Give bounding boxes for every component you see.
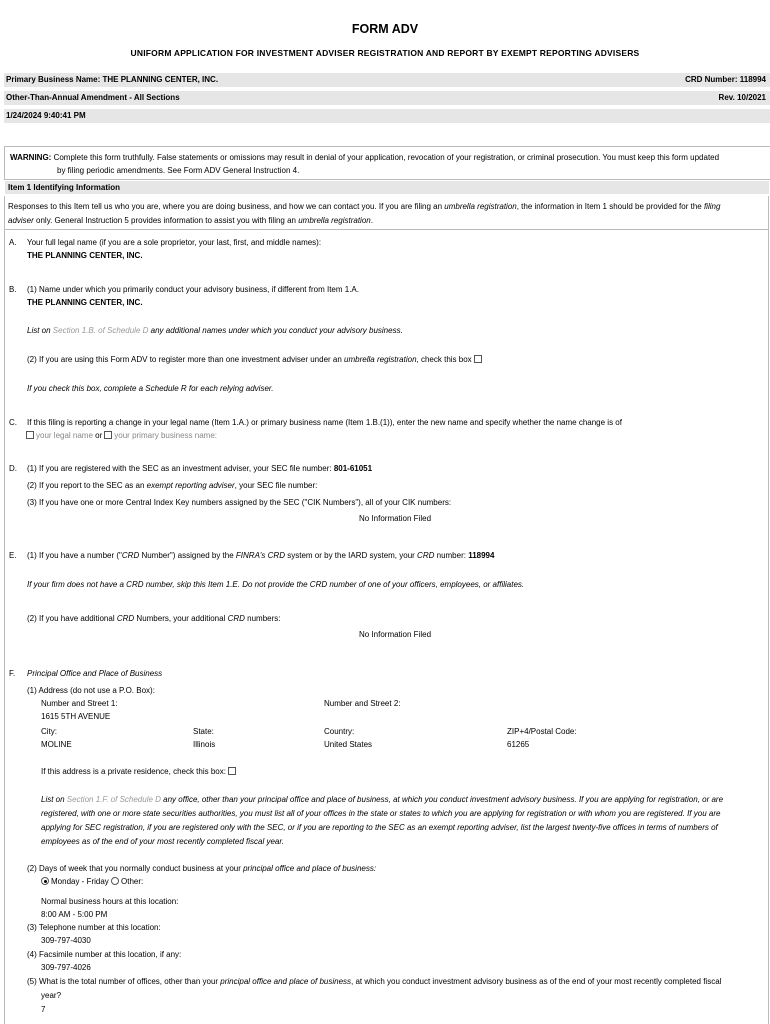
business-name-change-checkbox[interactable] — [104, 431, 112, 439]
city-value: MOLINE — [41, 740, 72, 749]
timestamp: 1/24/2024 9:40:41 PM — [6, 111, 86, 120]
divider — [4, 229, 769, 230]
item-e-note: If your firm does not have a CRD number, skip this Item 1.E. Do not provide the CRD number of one of your officers, employees, or affiliates. — [27, 580, 525, 589]
item1-heading: Item 1 Identifying Information — [5, 181, 769, 194]
item-f-q3: (3) Telephone number at this location: — [27, 923, 161, 932]
item-e-q2: (2) If you have additional CRD Numbers, your additional CRD numbers: — [27, 614, 281, 623]
amendment-type: Other-Than-Annual Amendment - All Sections — [6, 93, 180, 102]
street1-label: Number and Street 1: — [41, 699, 118, 708]
hours-label: Normal business hours at this location: — [41, 897, 179, 906]
state-value: Illinois — [193, 740, 216, 749]
crd-number-value: 118994 — [468, 551, 495, 560]
offices-count: 7 — [41, 1005, 46, 1014]
primary-business-name: Primary Business Name: THE PLANNING CENTER, INC. — [6, 75, 219, 84]
state-label: State: — [193, 727, 214, 736]
warning-box — [4, 146, 770, 180]
warning-text-2: by filing periodic amendments. See Form ADV General Instruction 4. — [57, 166, 300, 175]
umbrella-registration-checkbox[interactable] — [474, 355, 482, 363]
item-d-letter: D. — [9, 464, 17, 473]
street2-label: Number and Street 2: — [324, 699, 401, 708]
item-f-q5-year: year? — [41, 991, 62, 1000]
item-d-q1: (1) If you are registered with the SEC as an investment adviser, your SEC file number: 801-61051 — [27, 464, 373, 473]
form-subtitle: UNIFORM APPLICATION FOR INVESTMENT ADVISER REGISTRATION AND REPORT BY EXEMPT REPORTING ADVISERS — [130, 48, 640, 58]
warning-label: WARNING: — [10, 153, 52, 162]
phone-value: 309-797-4030 — [41, 936, 91, 945]
private-residence-question: If this address is a private residence, check this box: — [41, 767, 238, 776]
crd-number: CRD Number: 118994 — [685, 75, 766, 84]
additional-crd-no-info: No Information Filed — [358, 630, 432, 639]
schedule-d-1f-link[interactable]: Section 1.F. of Schedule D — [66, 795, 161, 804]
legal-name-change-checkbox[interactable] — [26, 431, 34, 439]
street1-value: 1615 5TH AVENUE — [41, 712, 111, 721]
item-c-question: If this filing is reporting a change in your legal name (Item 1.A.) or primary business name (Item 1.B.(1)), enter the new name and specify whether the name change is of — [27, 418, 622, 427]
item-f-schedule-note-3: applying for SEC registration, if you are registered only with the SEC, or if you are reporting to the SEC as an exempt reporting adviser, list the largest twenty-five offices in terms of numbers of — [41, 823, 718, 832]
days-options: Monday - Friday Other: — [41, 877, 143, 886]
item-b-q2-note: If you check this box, complete a Schedule R for each relying adviser. — [27, 384, 274, 393]
item-f-q4: (4) Facsimile number at this location, if any: — [27, 950, 182, 959]
country-label: Country: — [324, 727, 355, 736]
fax-value: 309-797-4026 — [41, 963, 91, 972]
zip-label: ZIP+4/Postal Code: — [507, 727, 577, 736]
item-d-q2: (2) If you report to the SEC as an exempt reporting adviser, your SEC file number: — [27, 481, 318, 490]
item-c-letter: C. — [9, 418, 17, 427]
item-b-q1: (1) Name under which you primarily conduct your advisory business, if different from Item 1.A. — [27, 285, 359, 294]
item-e-letter: E. — [9, 551, 17, 560]
item-a-letter: A. — [9, 238, 17, 247]
item1-intro-line1: Responses to this Item tell us who you are, where you are doing business, and how we can contact you. If you are filing an umbrella registration, the information in Item 1 should be provided for the filing — [8, 202, 721, 211]
header-row-amendment — [4, 91, 770, 105]
revision: Rev. 10/2021 — [718, 93, 766, 102]
monday-friday-radio[interactable] — [41, 877, 49, 885]
item-f-schedule-note-2: registered, with one or more state securities authorities, you must list all of your offices in the state or states to which you are applying for registration or with whom you are registered. If you are — [41, 809, 721, 818]
item-a-question: Your full legal name (if you are a sole proprietor, your last, first, and middle names): — [27, 238, 322, 247]
item1-intro-line2: adviser only. General Instruction 5 provides information to assist you with filing an umbrella registration. — [8, 216, 373, 225]
item-c-options: your legal name or your primary business name: — [24, 431, 217, 440]
hours-value: 8:00 AM - 5:00 PM — [41, 910, 108, 919]
zip-value: 61265 — [507, 740, 530, 749]
item-e-q1: (1) If you have a number ("CRD Number") assigned by the FINRA's CRD system or by the IARD system, your CRD number: 118994 — [27, 551, 495, 560]
item-f-letter: F. — [9, 669, 16, 678]
item-d-q3: (3) If you have one or more Central Index Key numbers assigned by the SEC ("CIK Numbers"), all of your CIK numbers: — [27, 498, 452, 507]
business-name-value: THE PLANNING CENTER, INC. — [27, 298, 143, 307]
other-days-radio[interactable] — [111, 877, 119, 885]
header-row-business — [4, 73, 770, 87]
item-f-heading: Principal Office and Place of Business — [27, 669, 163, 678]
schedule-d-1b-link[interactable]: Section 1.B. of Schedule D — [52, 326, 149, 335]
private-residence-checkbox[interactable] — [228, 767, 236, 775]
warning-text-1: Complete this form truthfully. False statements or omissions may result in denial of your application, revocation of your registration, or criminal prosecution. You must keep this form updated — [53, 153, 720, 162]
item-f-schedule-note-4: employees as of the end of your most recently completed fiscal year. — [41, 837, 284, 846]
item-b-q2: (2) If you are using this Form ADV to register more than one investment adviser under an umbrella registration, check this box — [27, 355, 484, 364]
city-label: City: — [41, 727, 57, 736]
item-f-schedule-note-1: List on Section 1.F. of Schedule D any office, other than your principal office and place of business, at which you conduct investment advisory business. If you are applying for registration, or are — [41, 795, 724, 804]
item-b-letter: B. — [9, 285, 17, 294]
header-row-timestamp — [4, 109, 770, 123]
country-value: United States — [324, 740, 373, 749]
item-f-q2: (2) Days of week that you normally conduct business at your principal office and place of business: — [27, 864, 377, 873]
form-title: FORM ADV — [351, 22, 419, 36]
legal-name-value: THE PLANNING CENTER, INC. — [27, 251, 143, 260]
sec-file-number: 801-61051 — [333, 464, 373, 473]
item-b-schedule-note: List on Section 1.B. of Schedule D any additional names under which you conduct your advisory business. — [27, 326, 403, 335]
item-f-q5: (5) What is the total number of offices, other than your principal office and place of business, at which you conduct investment advisory business as of the end of your most recently completed fiscal — [27, 977, 722, 986]
cik-no-info: No Information Filed — [358, 514, 432, 523]
item-f-q1: (1) Address (do not use a P.O. Box): — [27, 686, 155, 695]
